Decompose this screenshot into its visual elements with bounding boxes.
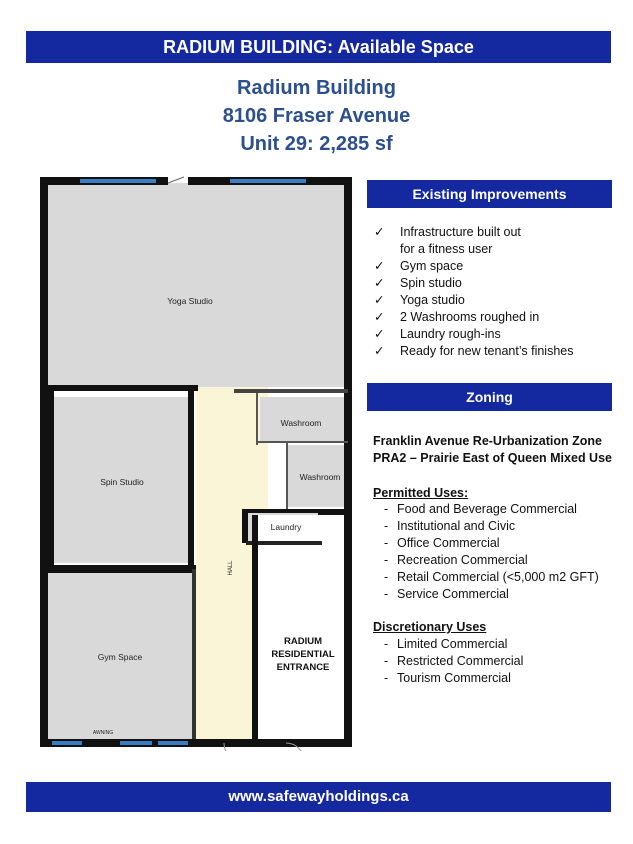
wall-left (40, 177, 48, 747)
washroom-1-label: Washroom (280, 418, 322, 428)
improvements-list (374, 224, 573, 360)
wall-entrance-top (318, 509, 350, 515)
permitted-uses-list (384, 501, 599, 603)
check-icon: ✓ (374, 225, 385, 239)
list-item: - Tourism Commercial (384, 671, 511, 685)
laundry-label: Laundry (270, 522, 302, 532)
floor-plan (38, 175, 354, 751)
header-banner: RADIUM BUILDING: Available Space (26, 31, 611, 63)
zone-name (373, 433, 612, 467)
permitted-uses-title: Permitted Uses: (373, 486, 469, 500)
check-icon: ✓ (374, 259, 385, 273)
list-item: for a fitness user (400, 242, 493, 256)
entrance-line-3: ENTRANCE (276, 662, 330, 673)
list-item: - Retail Commercial (<5,000 m2 GFT) (384, 570, 599, 584)
list-item: - Office Commercial (384, 536, 500, 550)
list-item: ✓ 2 Washrooms roughed in (374, 310, 540, 324)
wall-yoga-bottom (40, 385, 198, 391)
wall-bottom (40, 739, 352, 747)
wall-laundry-left (242, 509, 248, 543)
window-bottom-3 (158, 741, 188, 745)
list-item: - Restricted Commercial (384, 654, 524, 668)
yoga-studio-area (46, 183, 346, 387)
entrance-area (256, 515, 348, 741)
wall-wash-split (258, 441, 348, 443)
washroom-2-label: Washroom (299, 472, 341, 482)
building-name: Radium Building (237, 77, 396, 99)
wall-wash2 (286, 443, 288, 509)
list-item: ✓ Spin studio (374, 276, 462, 290)
gym-space-label: Gym Space (97, 652, 143, 662)
list-item: - Service Commercial (384, 587, 509, 601)
list-item: - Recreation Commercial (384, 553, 528, 567)
list-item: ✓ Laundry rough-ins (374, 327, 501, 341)
entrance-label (260, 635, 346, 674)
door-top (168, 177, 184, 183)
wall-hall-left (192, 569, 196, 739)
window-top-1 (80, 179, 156, 183)
building-address: 8106 Fraser Avenue (222, 105, 411, 127)
check-icon: ✓ (374, 344, 385, 358)
wall-spin-bottom (40, 565, 196, 573)
list-item: ✓ Yoga studio (374, 293, 465, 307)
window-top-2 (230, 179, 306, 183)
zone-line-1: Franklin Avenue Re-Urbanization Zone (373, 434, 602, 448)
window-bottom-1 (52, 741, 82, 745)
wall-spin-right (188, 389, 194, 565)
entrance-line-1: RADIUM (284, 636, 322, 647)
list-item: - Food and Beverage Commercial (384, 502, 577, 516)
window-bottom-2 (120, 741, 152, 745)
check-icon: ✓ (374, 310, 385, 324)
wall-yoga-bottom-right (234, 389, 348, 393)
wall-spin-left (48, 389, 54, 569)
check-icon: ✓ (374, 327, 385, 341)
zoning-heading: Zoning (367, 383, 612, 411)
discretionary-uses-title: Discretionary Uses (373, 620, 487, 634)
improvements-heading: Existing Improvements (367, 180, 612, 208)
list-item: ✓ Infrastructure built out (374, 225, 521, 239)
list-item: - Institutional and Civic (384, 519, 516, 533)
list-item: - Limited Commercial (384, 637, 508, 651)
wall-entrance-left (252, 515, 258, 743)
unit-size: Unit 29: 2,285 sf (240, 133, 393, 155)
yoga-studio-label: Yoga Studio (167, 296, 213, 306)
check-icon: ✓ (374, 293, 385, 307)
check-icon: ✓ (374, 276, 385, 290)
awning-label: AWNING (92, 730, 114, 736)
spin-studio-label: Spin Studio (100, 477, 144, 487)
entrance-line-2: RESIDENTIAL (271, 649, 335, 660)
discretionary-uses-list (384, 636, 523, 687)
hall-label: HALL (228, 560, 234, 576)
wall-wash1 (256, 393, 258, 445)
zone-line-2: PRA2 – Prairie East of Queen Mixed Use (373, 451, 612, 465)
website-banner[interactable]: www.safewayholdings.ca (26, 782, 611, 812)
list-item: ✓ Ready for new tenant’s finishes (374, 344, 574, 358)
list-item: ✓ Gym space (374, 259, 464, 273)
